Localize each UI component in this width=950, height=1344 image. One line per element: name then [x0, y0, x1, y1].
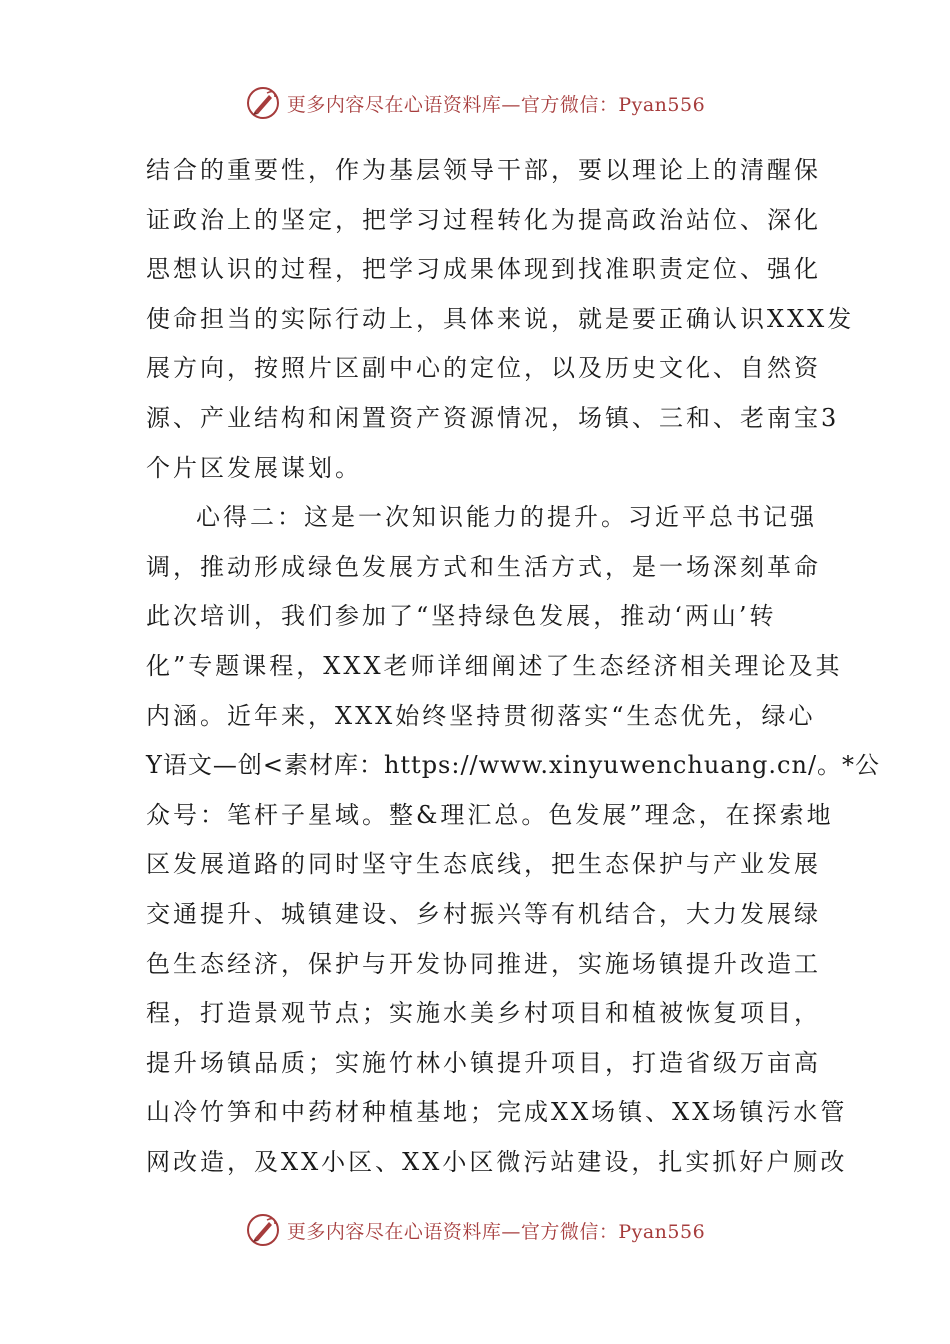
body-line: 个片区发展谋划。: [146, 453, 362, 482]
footer-banner: [0, 1210, 950, 1250]
body-line: 此次培训，我们参加了“坚持绿色发展，推动‘两山’转: [146, 602, 777, 631]
header-banner-text: 更多内容尽在心语资料库—官方微信：Pyan556: [286, 93, 706, 116]
body-line: 交通提升、城镇建设、乡村振兴等有机结合，大力发展绿: [146, 899, 821, 928]
paragraph-start-line: 心得二：这是一次知识能力的提升。习近平总书记强: [196, 503, 817, 532]
quill-pen-logo-icon: [245, 1212, 281, 1248]
body-line: 使命担当的实际行动上，具体来说，就是要正确认识XXX发: [146, 304, 855, 333]
quill-pen-logo-icon: [245, 85, 281, 121]
body-line: 程，打造景观节点；实施水美乡村项目和植被恢复项目，: [146, 999, 821, 1028]
body-line: 内涵。近年来，XXX始终坚持贯彻落实“生态优先，绿心: [146, 701, 816, 730]
body-line: 区发展道路的同时坚守生态底线，把生态保护与产业发展: [146, 850, 821, 879]
body-line: 源、产业结构和闲置资产资源情况，场镇、三和、老南宝3: [146, 403, 840, 432]
body-line: 思想认识的过程，把学习成果体现到找准职责定位、强化: [146, 255, 821, 284]
body-line: 网改造，及XX小区、XX小区微污站建设，扎实抓好户厕改: [146, 1147, 848, 1176]
watermark-line: Y语文—创<素材库：https://www.xinyuwenchuang.cn/。*公: [146, 751, 881, 780]
body-line: 众号：笔杆子星域。整&理汇总。色发展”理念，在探索地: [146, 800, 834, 829]
body-line: 结合的重要性，作为基层领导干部，要以理论上的清醒保: [146, 156, 821, 184]
body-line: 色生态经济，保护与开发协同推进，实施场镇提升改造工: [146, 949, 821, 978]
body-line: 展方向，按照片区副中心的定位，以及历史文化、自然资: [146, 354, 821, 383]
document-body: [146, 146, 881, 1187]
body-line: 化”专题课程，XXX老师详细阐述了生态经济相关理论及其: [146, 651, 843, 680]
body-line: 山冷竹笋和中药材种植基地；完成XX场镇、XX场镇污水管: [146, 1098, 848, 1127]
body-line: 调，推动形成绿色发展方式和生活方式，是一场深刻革命: [146, 552, 821, 581]
body-line: 证政治上的坚定，把学习过程转化为提高政治站位、深化: [146, 205, 821, 234]
body-line: 提升场镇品质；实施竹林小镇提升项目，打造省级万亩高: [146, 1048, 821, 1077]
header-banner: [0, 83, 950, 123]
footer-banner-text: 更多内容尽在心语资料库—官方微信：Pyan556: [286, 1220, 706, 1243]
